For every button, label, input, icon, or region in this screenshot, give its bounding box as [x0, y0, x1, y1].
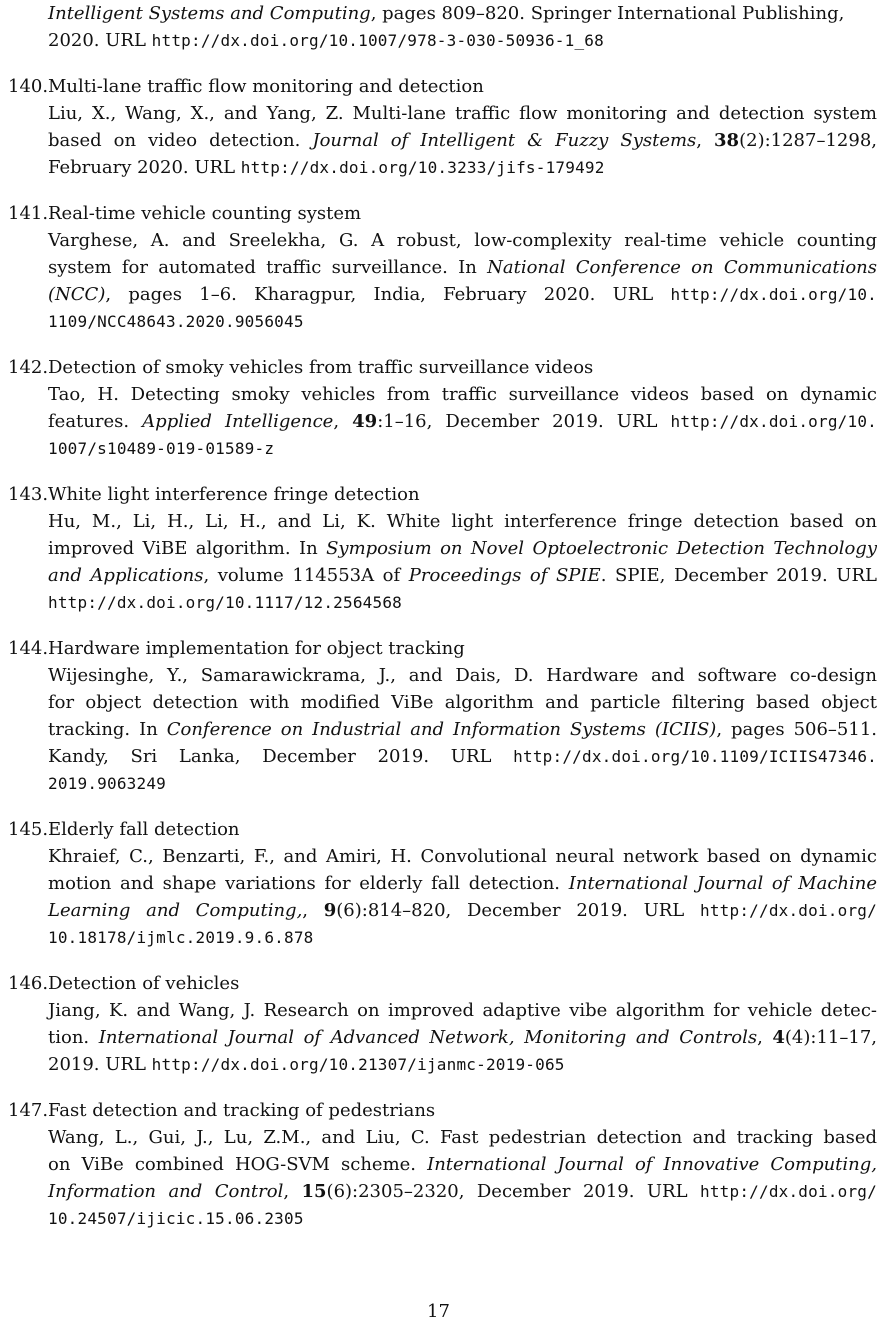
citation-line	[48, 843, 877, 870]
citation-text: 2019. URL	[48, 1054, 152, 1075]
citation-line	[48, 535, 877, 562]
reference-entry	[8, 1097, 877, 1232]
citation-line	[48, 743, 877, 770]
reference-entry	[8, 970, 877, 1078]
citation-line	[48, 562, 877, 589]
citation-text: Liu, X., Wang, X., and Yang, Z. Multi-lane traffic flow monitoring and detection system	[48, 103, 877, 124]
citation-line	[48, 1124, 877, 1151]
citation-text: features.	[48, 411, 142, 432]
citation-text: (4):11–17,	[785, 1027, 877, 1048]
citation-line	[48, 689, 877, 716]
citation-line	[48, 897, 877, 924]
citation-text: Wang, L., Gui, J., Lu, Z.M., and Liu, C. Fast pedestrian detection and tracking based	[48, 1127, 877, 1148]
citation-text: (6):2305–2320, December 2019. URL	[327, 1181, 700, 1202]
reference-number: 140.	[8, 73, 48, 100]
citation-text: . SPIE, December 2019. URL	[601, 565, 877, 586]
reference-number: 144.	[8, 635, 48, 662]
reference-citation	[8, 1124, 877, 1232]
citation-venue: Symposium on Novel Optoelectronic Detection Technology	[326, 538, 877, 559]
citation-line	[48, 662, 877, 689]
reference-list	[8, 0, 877, 1251]
citation-line	[48, 1151, 877, 1178]
citation-venue: Journal of Intelligent & Fuzzy Systems	[312, 130, 696, 151]
citation-url[interactable]: http://dx.doi.org/	[700, 901, 877, 920]
reference-title-line	[8, 1097, 877, 1124]
citation-line	[48, 308, 877, 335]
reference-title: Multi-lane traffic flow monitoring and detection	[48, 76, 484, 97]
citation-line	[48, 227, 877, 254]
reference-title-line	[8, 970, 877, 997]
citation-volume: 4	[772, 1027, 785, 1048]
citation-url[interactable]: http://dx.doi.org/	[700, 1182, 877, 1201]
reference-title: Detection of smoky vehicles from traffic surveillance videos	[48, 357, 593, 378]
citation-text: , volume 114553A of	[203, 565, 408, 586]
reference-citation	[8, 997, 877, 1078]
citation-text: Kandy, Sri Lanka, December 2019. URL	[48, 746, 513, 767]
reference-title: Detection of vehicles	[48, 973, 239, 994]
citation-line	[48, 154, 877, 181]
citation-volume: 49	[352, 411, 377, 432]
citation-text: , pages 1–6. Kharagpur, India, February 2020. URL	[105, 284, 670, 305]
citation-venue: International Journal of Machine	[569, 873, 877, 894]
reference-title: White light interference fringe detection	[48, 484, 420, 505]
citation-text: Wijesinghe, Y., Samarawickrama, J., and Dais, D. Hardware and software co-design	[48, 665, 877, 686]
reference-citation	[8, 100, 877, 181]
citation-venue: and Applications	[48, 565, 203, 586]
citation-line	[48, 770, 877, 797]
citation-url[interactable]: http://dx.doi.org/10.	[671, 412, 877, 431]
citation-venue: (NCC)	[48, 284, 105, 305]
citation-text: on ViBe combined HOG-SVM scheme.	[48, 1154, 427, 1175]
citation-line	[48, 408, 877, 435]
reference-entry	[8, 816, 877, 951]
citation-text: for object detection with modified ViBe algorithm and particle filtering based object	[48, 692, 877, 713]
citation-text: motion and shape variations for elderly fall detection.	[48, 873, 569, 894]
citation-venue: Proceedings of SPIE	[409, 565, 601, 586]
citation-line	[48, 589, 877, 616]
citation-url[interactable]: http://dx.doi.org/10.21307/ijanmc-2019-065	[152, 1055, 565, 1074]
citation-line	[48, 1205, 877, 1232]
citation-venue: National Conference on Communications	[487, 257, 877, 278]
citation-line	[48, 254, 877, 281]
citation-text: Varghese, A. and Sreelekha, G. A robust, low-complexity real-time vehicle counting	[48, 230, 877, 251]
reference-entry	[8, 200, 877, 335]
page-number: 17	[0, 1300, 877, 1324]
citation-volume: 15	[301, 1181, 326, 1202]
reference-title-line	[8, 481, 877, 508]
citation-text: Tao, H. Detecting smoky vehicles from traffic surveillance videos based on dynamic	[48, 384, 877, 405]
citation-line	[48, 435, 877, 462]
citation-text: Hu, M., Li, H., Li, H., and Li, K. White light interference fringe detection based on	[48, 511, 877, 532]
citation-text: ,	[283, 1181, 301, 1202]
reference-citation	[8, 508, 877, 616]
citation-url[interactable]: 10.18178/ijmlc.2019.9.6.878	[48, 928, 314, 947]
citation-url[interactable]: http://dx.doi.org/10.	[671, 285, 877, 304]
continuation-url[interactable]: http://dx.doi.org/10.1007/978-3-030-50936-1_68	[152, 31, 604, 50]
reference-citation	[8, 381, 877, 462]
reference-number: 142.	[8, 354, 48, 381]
citation-line	[48, 100, 877, 127]
citation-line	[48, 1178, 877, 1205]
citation-text: ,	[757, 1027, 772, 1048]
citation-volume: 38	[714, 130, 739, 151]
citation-text: :1–16, December 2019. URL	[377, 411, 670, 432]
citation-text: ,	[333, 411, 352, 432]
citation-text: ,	[696, 130, 714, 151]
citation-venue: International Journal of Innovative Computing,	[427, 1154, 877, 1175]
reference-number: 145.	[8, 816, 48, 843]
reference-number: 141.	[8, 200, 48, 227]
reference-title-line	[8, 635, 877, 662]
reference-citation	[8, 662, 877, 797]
citation-venue: Information and Control	[48, 1181, 283, 1202]
reference-continuation	[8, 0, 877, 54]
citation-line	[48, 716, 877, 743]
reference-number: 147.	[8, 1097, 48, 1124]
citation-line	[48, 127, 877, 154]
reference-entries	[8, 73, 877, 1232]
citation-url[interactable]: 1109/NCC48643.2020.9056045	[48, 312, 304, 331]
citation-url[interactable]: http://dx.doi.org/10.3233/jifs-179492	[241, 158, 605, 177]
reference-title: Fast detection and tracking of pedestrians	[48, 1100, 435, 1121]
citation-venue: Learning and Computing,	[48, 900, 302, 921]
citation-line	[48, 924, 877, 951]
reference-citation	[8, 227, 877, 335]
reference-title: Elderly fall detection	[48, 819, 240, 840]
citation-url[interactable]: 2019.9063249	[48, 774, 166, 793]
citation-venue: Conference on Industrial and Information Systems (ICIIS)	[167, 719, 717, 740]
continuation-venue: Intelligent Systems and Computing	[48, 3, 371, 24]
citation-text: , pages 506–511.	[716, 719, 877, 740]
reference-entry	[8, 635, 877, 797]
citation-volume: 9	[324, 900, 337, 921]
citation-venue: International Journal of Advanced Network, Monitoring and Controls	[99, 1027, 757, 1048]
citation-text: system for automated traffic surveillance. In	[48, 257, 487, 278]
citation-url[interactable]: http://dx.doi.org/10.1117/12.2564568	[48, 593, 402, 612]
citation-line	[48, 508, 877, 535]
citation-text: Jiang, K. and Wang, J. Research on improved adaptive vibe algorithm for vehicle detec-	[48, 1000, 877, 1021]
citation-url[interactable]: 1007/s10489-019-01589-z	[48, 439, 274, 458]
reference-title: Hardware implementation for object tracking	[48, 638, 465, 659]
citation-line	[48, 870, 877, 897]
citation-line	[48, 1024, 877, 1051]
citation-text: Khraief, C., Benzarti, F., and Amiri, H. Convolutional neural network based on dynamic	[48, 846, 877, 867]
citation-venue: Applied Intelligence	[142, 411, 333, 432]
citation-url[interactable]: 10.24507/ijicic.15.06.2305	[48, 1209, 304, 1228]
citation-line	[48, 381, 877, 408]
reference-title-line	[8, 354, 877, 381]
citation-line	[48, 1051, 877, 1078]
reference-title: Real-time vehicle counting system	[48, 203, 361, 224]
continuation-details: , pages 809–820. Springer International Publishing,	[371, 3, 845, 24]
citation-text: (6):814–820, December 2019. URL	[336, 900, 700, 921]
citation-text: February 2020. URL	[48, 157, 241, 178]
reference-title-line	[8, 73, 877, 100]
citation-text: (2):1287–1298,	[739, 130, 877, 151]
reference-entry	[8, 73, 877, 181]
reference-citation	[8, 843, 877, 951]
citation-line	[48, 997, 877, 1024]
reference-title-line	[8, 816, 877, 843]
citation-text: based on video detection.	[48, 130, 312, 151]
reference-number: 146.	[8, 970, 48, 997]
citation-url[interactable]: http://dx.doi.org/10.1109/ICIIS47346.	[513, 747, 877, 766]
reference-entry	[8, 481, 877, 616]
citation-text: improved ViBE algorithm. In	[48, 538, 326, 559]
citation-text: ,	[302, 900, 323, 921]
citation-line	[48, 281, 877, 308]
reference-number: 143.	[8, 481, 48, 508]
citation-text: tracking. In	[48, 719, 167, 740]
citation-text: tion.	[48, 1027, 99, 1048]
reference-title-line	[8, 200, 877, 227]
continuation-year: 2020. URL	[48, 30, 152, 51]
reference-entry	[8, 354, 877, 462]
